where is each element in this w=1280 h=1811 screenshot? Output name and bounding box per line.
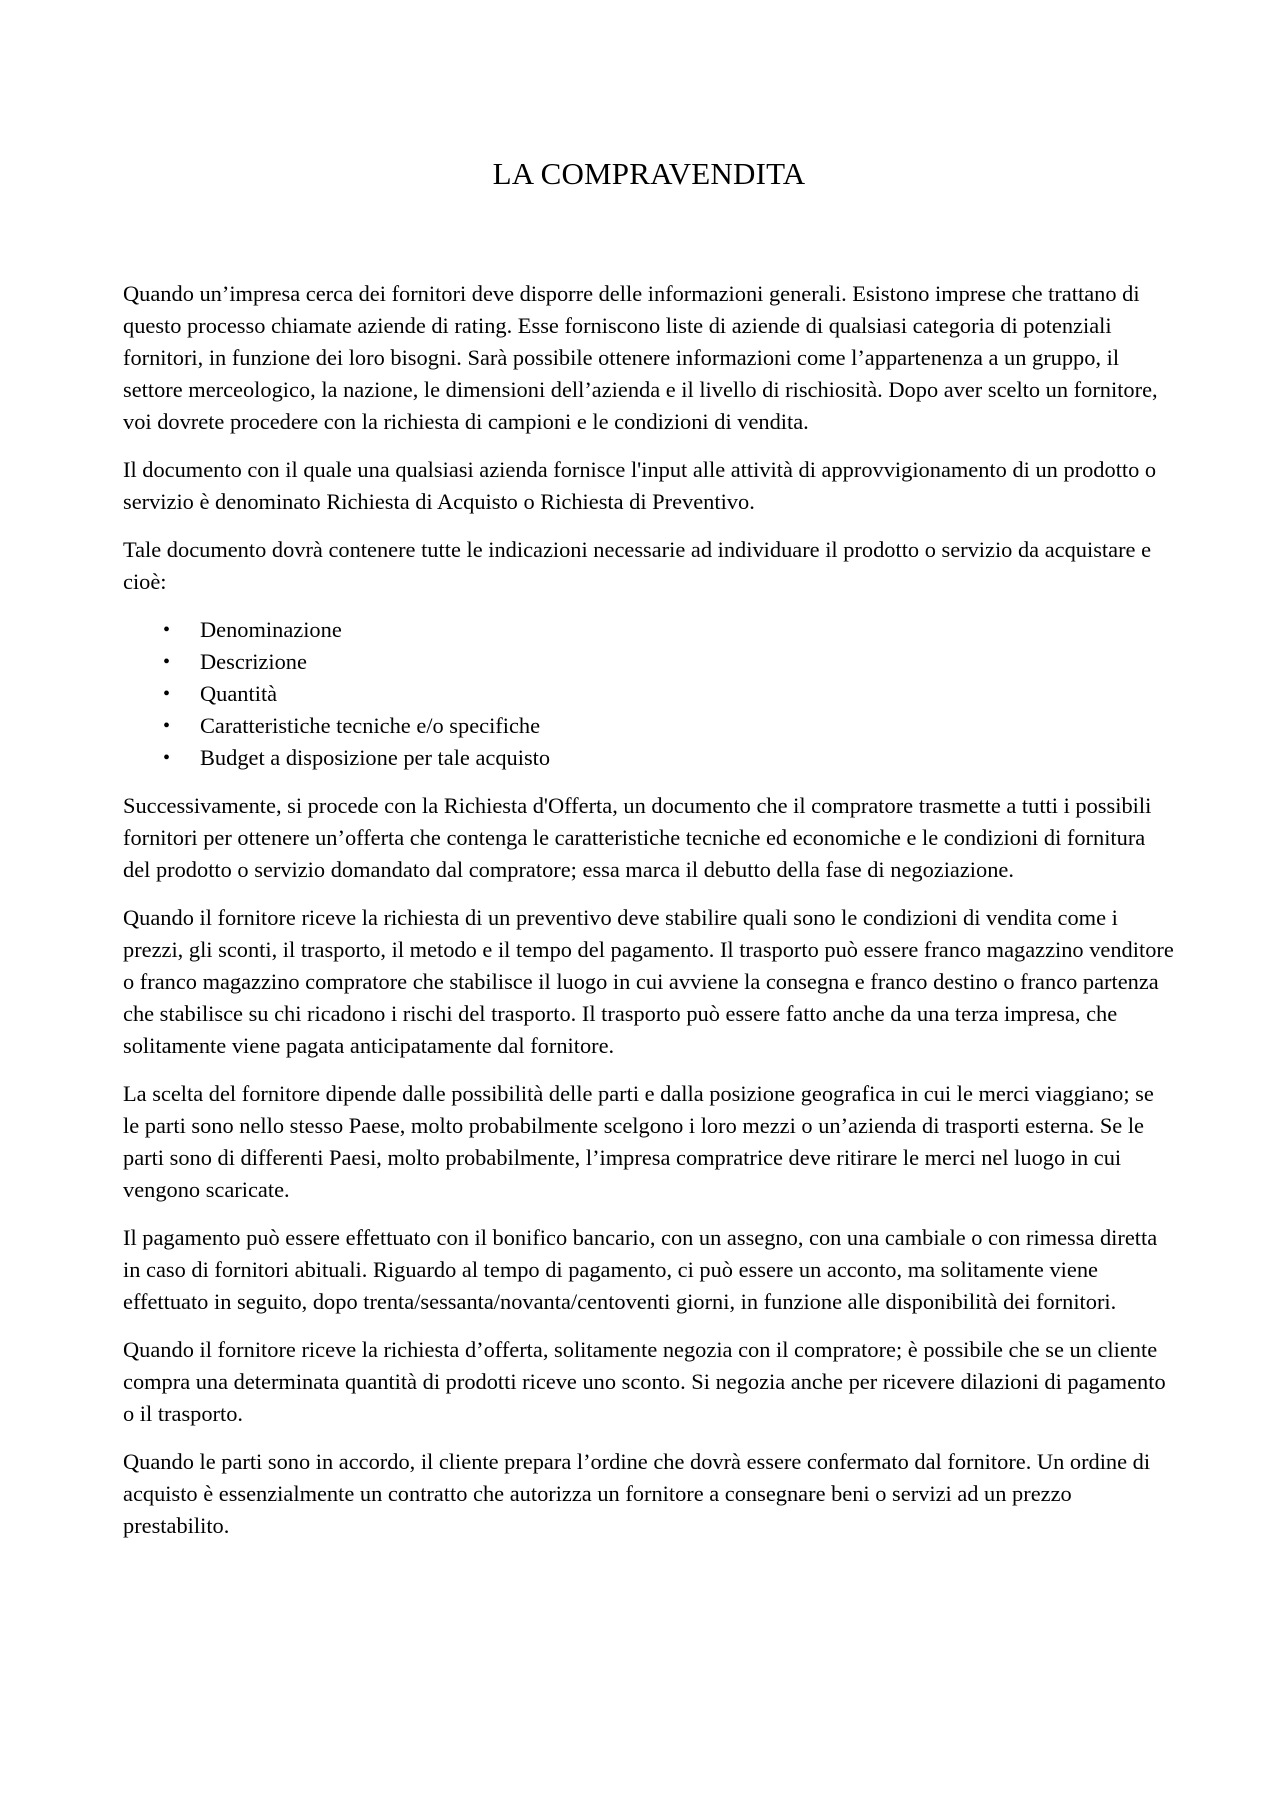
list-item-text: Caratteristiche tecniche e/o specifiche <box>200 713 541 738</box>
list-item <box>123 710 1175 742</box>
list-item-text: Denominazione <box>200 617 342 642</box>
paragraph-richiesta-acquisto: Il documento con il quale una qualsiasi azienda fornisce l'input alle attività di approvvigionamento di un prodotto o servizio è denominato Richiesta di Acquisto o Richiesta di Preventivo. <box>123 457 1157 514</box>
paragraph-pagamento: Il pagamento può essere effettuato con il bonifico bancario, con un assegno, con una cambiale o con rimessa diretta in caso di fornitori abituali. Riguardo al tempo di pagamento, ci può essere un acconto, ma solitamente viene effettuato in seguito, dopo trenta/sessanta/novanta/centoventi giorni, in funzione alle disponibilità dei fornitori. <box>123 1225 1158 1314</box>
page-title: LA COMPRAVENDITA <box>492 156 806 191</box>
paragraph-scelta-fornitore: La scelta del fornitore dipende dalle possibilità delle parti e dalla posizione geografica in cui le merci viaggiano; se le parti sono nello stesso Paese, molto probabilmente scelgono i loro mezzi o un’azienda di trasporti esterna. Se le parti sono di differenti Paesi, molto probabilmente, l’impresa compratrice deve ritirare le merci nel luogo in cui vengono scaricate. <box>123 1081 1154 1202</box>
bullet-icon: • <box>163 651 171 673</box>
bullet-list <box>123 614 1175 774</box>
list-item-text: Budget a disposizione per tale acquisto <box>200 745 551 770</box>
bullet-icon: • <box>163 683 171 705</box>
paragraph-richiesta-offerta: Successivamente, si procede con la Richiesta d'Offerta, un documento che il compratore trasmette a tutti i possibili fornitori per ottenere un’offerta che contenga le caratteristiche tecniche ed economiche e le condizioni di fornitura del prodotto o servizio domandato dal compratore; essa marca il debutto della fase di negoziazione. <box>123 793 1152 882</box>
paragraph-condizioni-vendita: Quando il fornitore riceve la richiesta di un preventivo deve stabilire quali sono le condizioni di vendita come i prezzi, gli sconti, il trasporto, il metodo e il tempo del pagamento. Il trasporto può essere franco magazzino venditore o franco magazzino compratore che stabilisce il luogo in cui avviene la consegna e franco destino o franco partenza che stabilisce su chi ricadono i rischi del trasporto. Il trasporto può essere fatto anche da una terza impresa, che solitamente viene pagata anticipatamente dal fornitore. <box>123 905 1174 1058</box>
paragraph-ordine: Quando le parti sono in accordo, il cliente prepara l’ordine che dovrà essere confermato dal fornitore. Un ordine di acquisto è essenzialmente un contratto che autorizza un fornitore a consegnare beni o servizi ad un prezzo prestabilito. <box>123 1449 1151 1538</box>
document-body <box>123 278 1175 1542</box>
document-page <box>123 0 1175 1558</box>
bullet-icon: • <box>163 747 171 769</box>
bullet-icon: • <box>163 715 171 737</box>
list-item <box>123 646 1175 678</box>
list-item <box>123 614 1175 646</box>
paragraph-intro: Quando un’impresa cerca dei fornitori deve disporre delle informazioni generali. Esistono imprese che trattano di questo processo chiamate aziende di rating. Esse forniscono liste di aziende di qualsiasi categoria di potenziali fornitori, in funzione dei loro bisogni. Sarà possibile ottenere informazioni come l’appartenenza a un gruppo, il settore merceologico, la nazione, le dimensioni dell’azienda e il livello di rischiosità. Dopo aver scelto un fornitore, voi dovrete procedere con la richiesta di campioni e le condizioni di vendita. <box>123 281 1158 434</box>
list-item-text: Quantità <box>200 681 278 706</box>
paragraph-negoziazione: Quando il fornitore riceve la richiesta d’offerta, solitamente negozia con il compratore; è possibile che se un cliente compra una determinata quantità di prodotti riceve uno sconto. Si negozia anche per ricevere dilazioni di pagamento o il trasporto. <box>123 1337 1166 1426</box>
list-item <box>123 742 1175 774</box>
list-item <box>123 678 1175 710</box>
list-item-text: Descrizione <box>200 649 307 674</box>
paragraph-contenuto-documento: Tale documento dovrà contenere tutte le indicazioni necessarie ad individuare il prodotto o servizio da acquistare e cioè: <box>123 537 1152 594</box>
bullet-icon: • <box>163 619 171 641</box>
